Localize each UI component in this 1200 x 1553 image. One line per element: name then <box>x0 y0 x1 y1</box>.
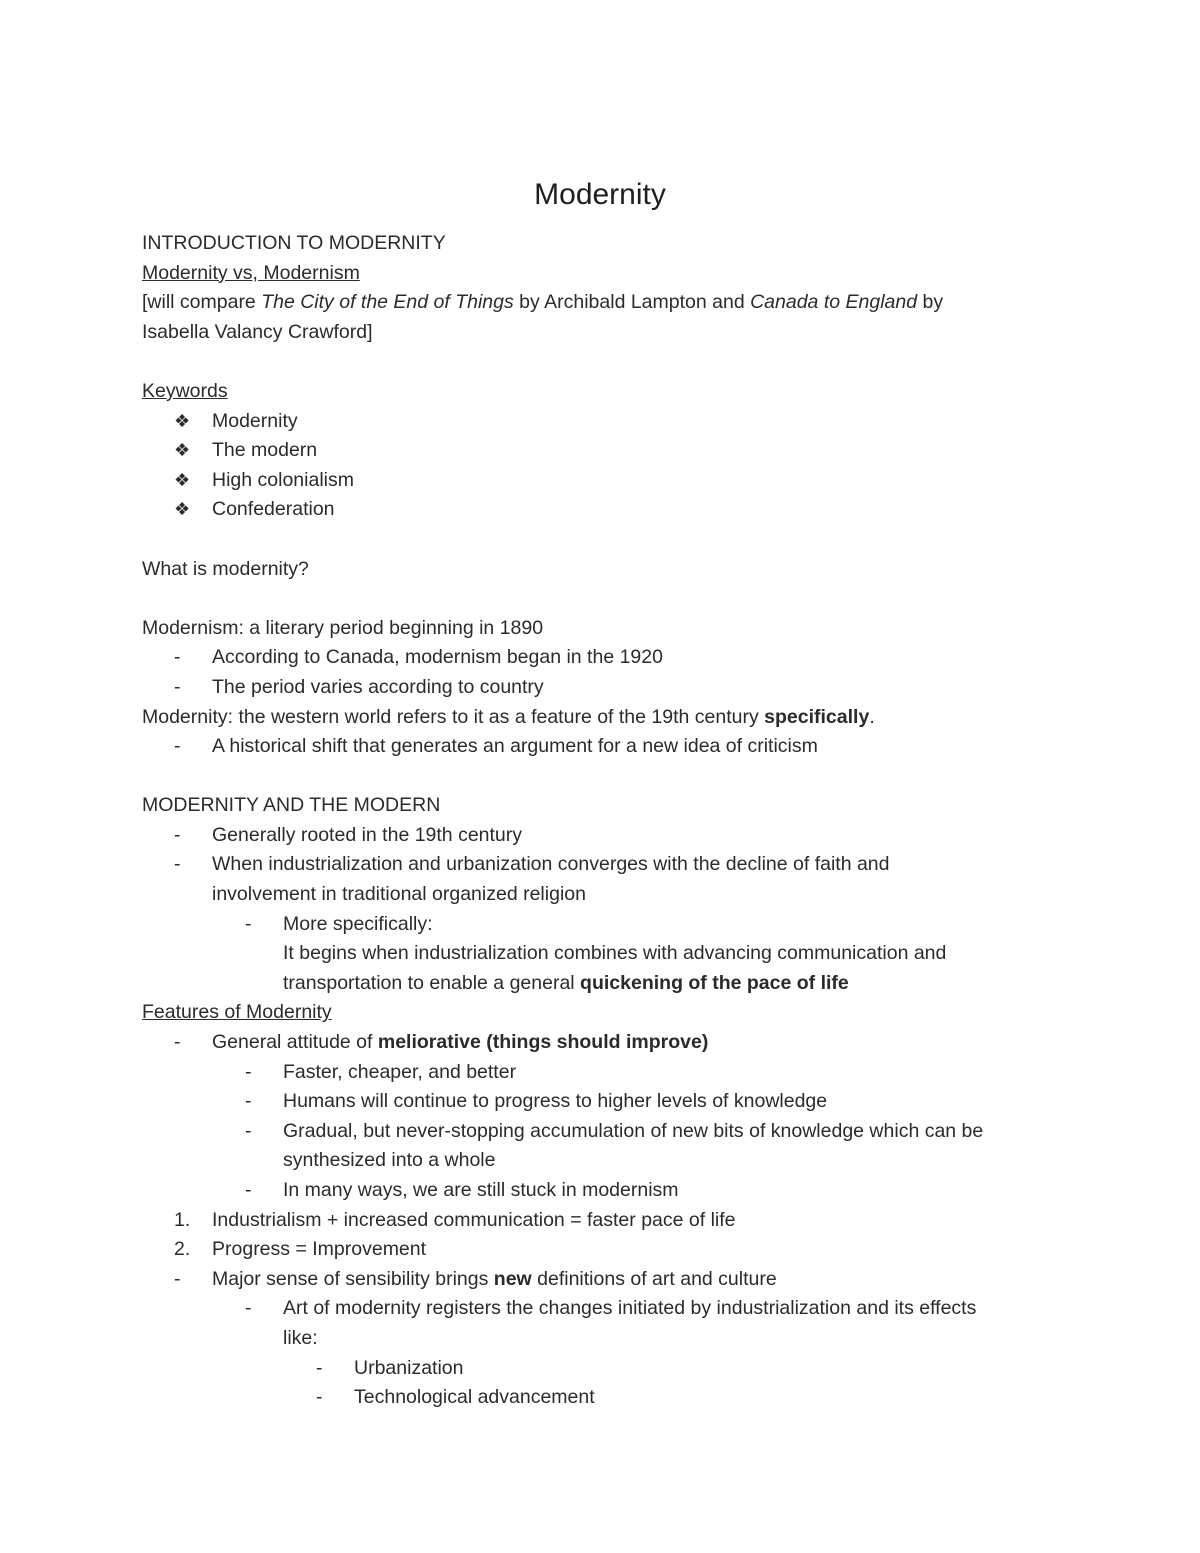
list-item: - More specifically: It begins when industrialization combines with advancing communication and transportation to enable a general quickening of the pace of life <box>142 910 1082 999</box>
list-item: - According to Canada, modernism began in the 1920 <box>142 643 1082 673</box>
dash-bullet: - <box>174 646 181 669</box>
dash-bullet: - <box>245 1119 252 1142</box>
dash-bullet: - <box>316 1356 323 1379</box>
compare-line-1: [will compare The City of the End of Things by Archibald Lampton and Canada to England by <box>142 291 944 314</box>
compare-line-2: Isabella Valancy Crawford] <box>142 320 373 343</box>
list-item: - Faster, cheaper, and better <box>142 1058 1082 1088</box>
dash-bullet: - <box>245 1060 252 1083</box>
features-heading: Features of Modernity <box>142 1001 332 1024</box>
diamond-bullet-icon: ❖ <box>174 440 191 461</box>
keyword-item: ❖ Modernity <box>142 407 1082 437</box>
dash-bullet: - <box>245 1179 252 1201</box>
dash-bullet: - <box>245 1297 252 1320</box>
intro-heading: INTRODUCTION TO MODERNITY <box>142 232 446 254</box>
list-item: - When industrialization and urbanization converges with the decline of faith and involvement in traditional organized religion <box>142 850 1082 909</box>
diamond-bullet-icon: ❖ <box>174 499 191 520</box>
question-line: What is modernity? <box>142 557 309 580</box>
dash-bullet: - <box>174 735 181 758</box>
numbered-item: 1. Industrialism + increased communication = faster pace of life <box>174 1208 736 1231</box>
list-item: - A historical shift that generates an argument for a new idea of criticism <box>142 732 1082 762</box>
work-title-1: The City of the End of Things <box>261 291 514 314</box>
dash-bullet: - <box>174 1031 181 1054</box>
keyword-item: ❖ Confederation <box>142 495 1082 525</box>
list-item: - The period varies according to country <box>142 673 1082 703</box>
modern-heading: MODERNITY AND THE MODERN <box>142 794 441 817</box>
intro-subheading: Modernity vs, Modernism <box>142 261 360 284</box>
list-item: - Humans will continue to progress to higher levels of knowledge <box>142 1087 1082 1117</box>
diamond-bullet-icon: ❖ <box>174 410 191 431</box>
list-item: - Technological advancement <box>142 1383 1082 1413</box>
modernism-definition: Modernism: a literary period beginning in 1890 <box>142 616 544 639</box>
list-item: - In many ways, we are still stuck in modernism <box>142 1176 1082 1206</box>
list-item: - Generally rooted in the 19th century <box>142 821 1082 851</box>
list-item: - Major sense of sensibility brings new definitions of art and culture <box>142 1265 1082 1295</box>
work-title-2: Canada to England <box>750 291 918 314</box>
keyword-item: ❖ The modern <box>142 436 1082 466</box>
dash-bullet: - <box>316 1386 323 1409</box>
dash-bullet: - <box>174 675 181 698</box>
list-item: - Art of modernity registers the changes initiated by industrialization and its effects like: <box>142 1294 1082 1353</box>
dash-bullet: - <box>174 1267 181 1290</box>
dash-bullet: - <box>174 823 181 846</box>
list-item: - General attitude of meliorative (things should improve) <box>142 1028 1082 1058</box>
keywords-heading: Keywords <box>142 379 228 402</box>
document-body <box>142 229 1082 1413</box>
keyword-item: ❖ High colonialism <box>142 466 1082 496</box>
dash-bullet: - <box>174 853 181 876</box>
dash-bullet: - <box>245 1090 252 1113</box>
page-title: Modernity <box>534 178 666 211</box>
dash-bullet: - <box>245 912 252 935</box>
list-item: - Gradual, but never-stopping accumulation of new bits of knowledge which can be synthesized into a whole <box>142 1117 1082 1176</box>
diamond-bullet-icon: ❖ <box>174 469 191 490</box>
numbered-item: 2. Progress = Improvement <box>174 1238 427 1261</box>
modernity-definition: Modernity: the western world refers to it as a feature of the 19th century specifically. <box>142 705 875 728</box>
list-item: - Urbanization <box>142 1354 1082 1384</box>
